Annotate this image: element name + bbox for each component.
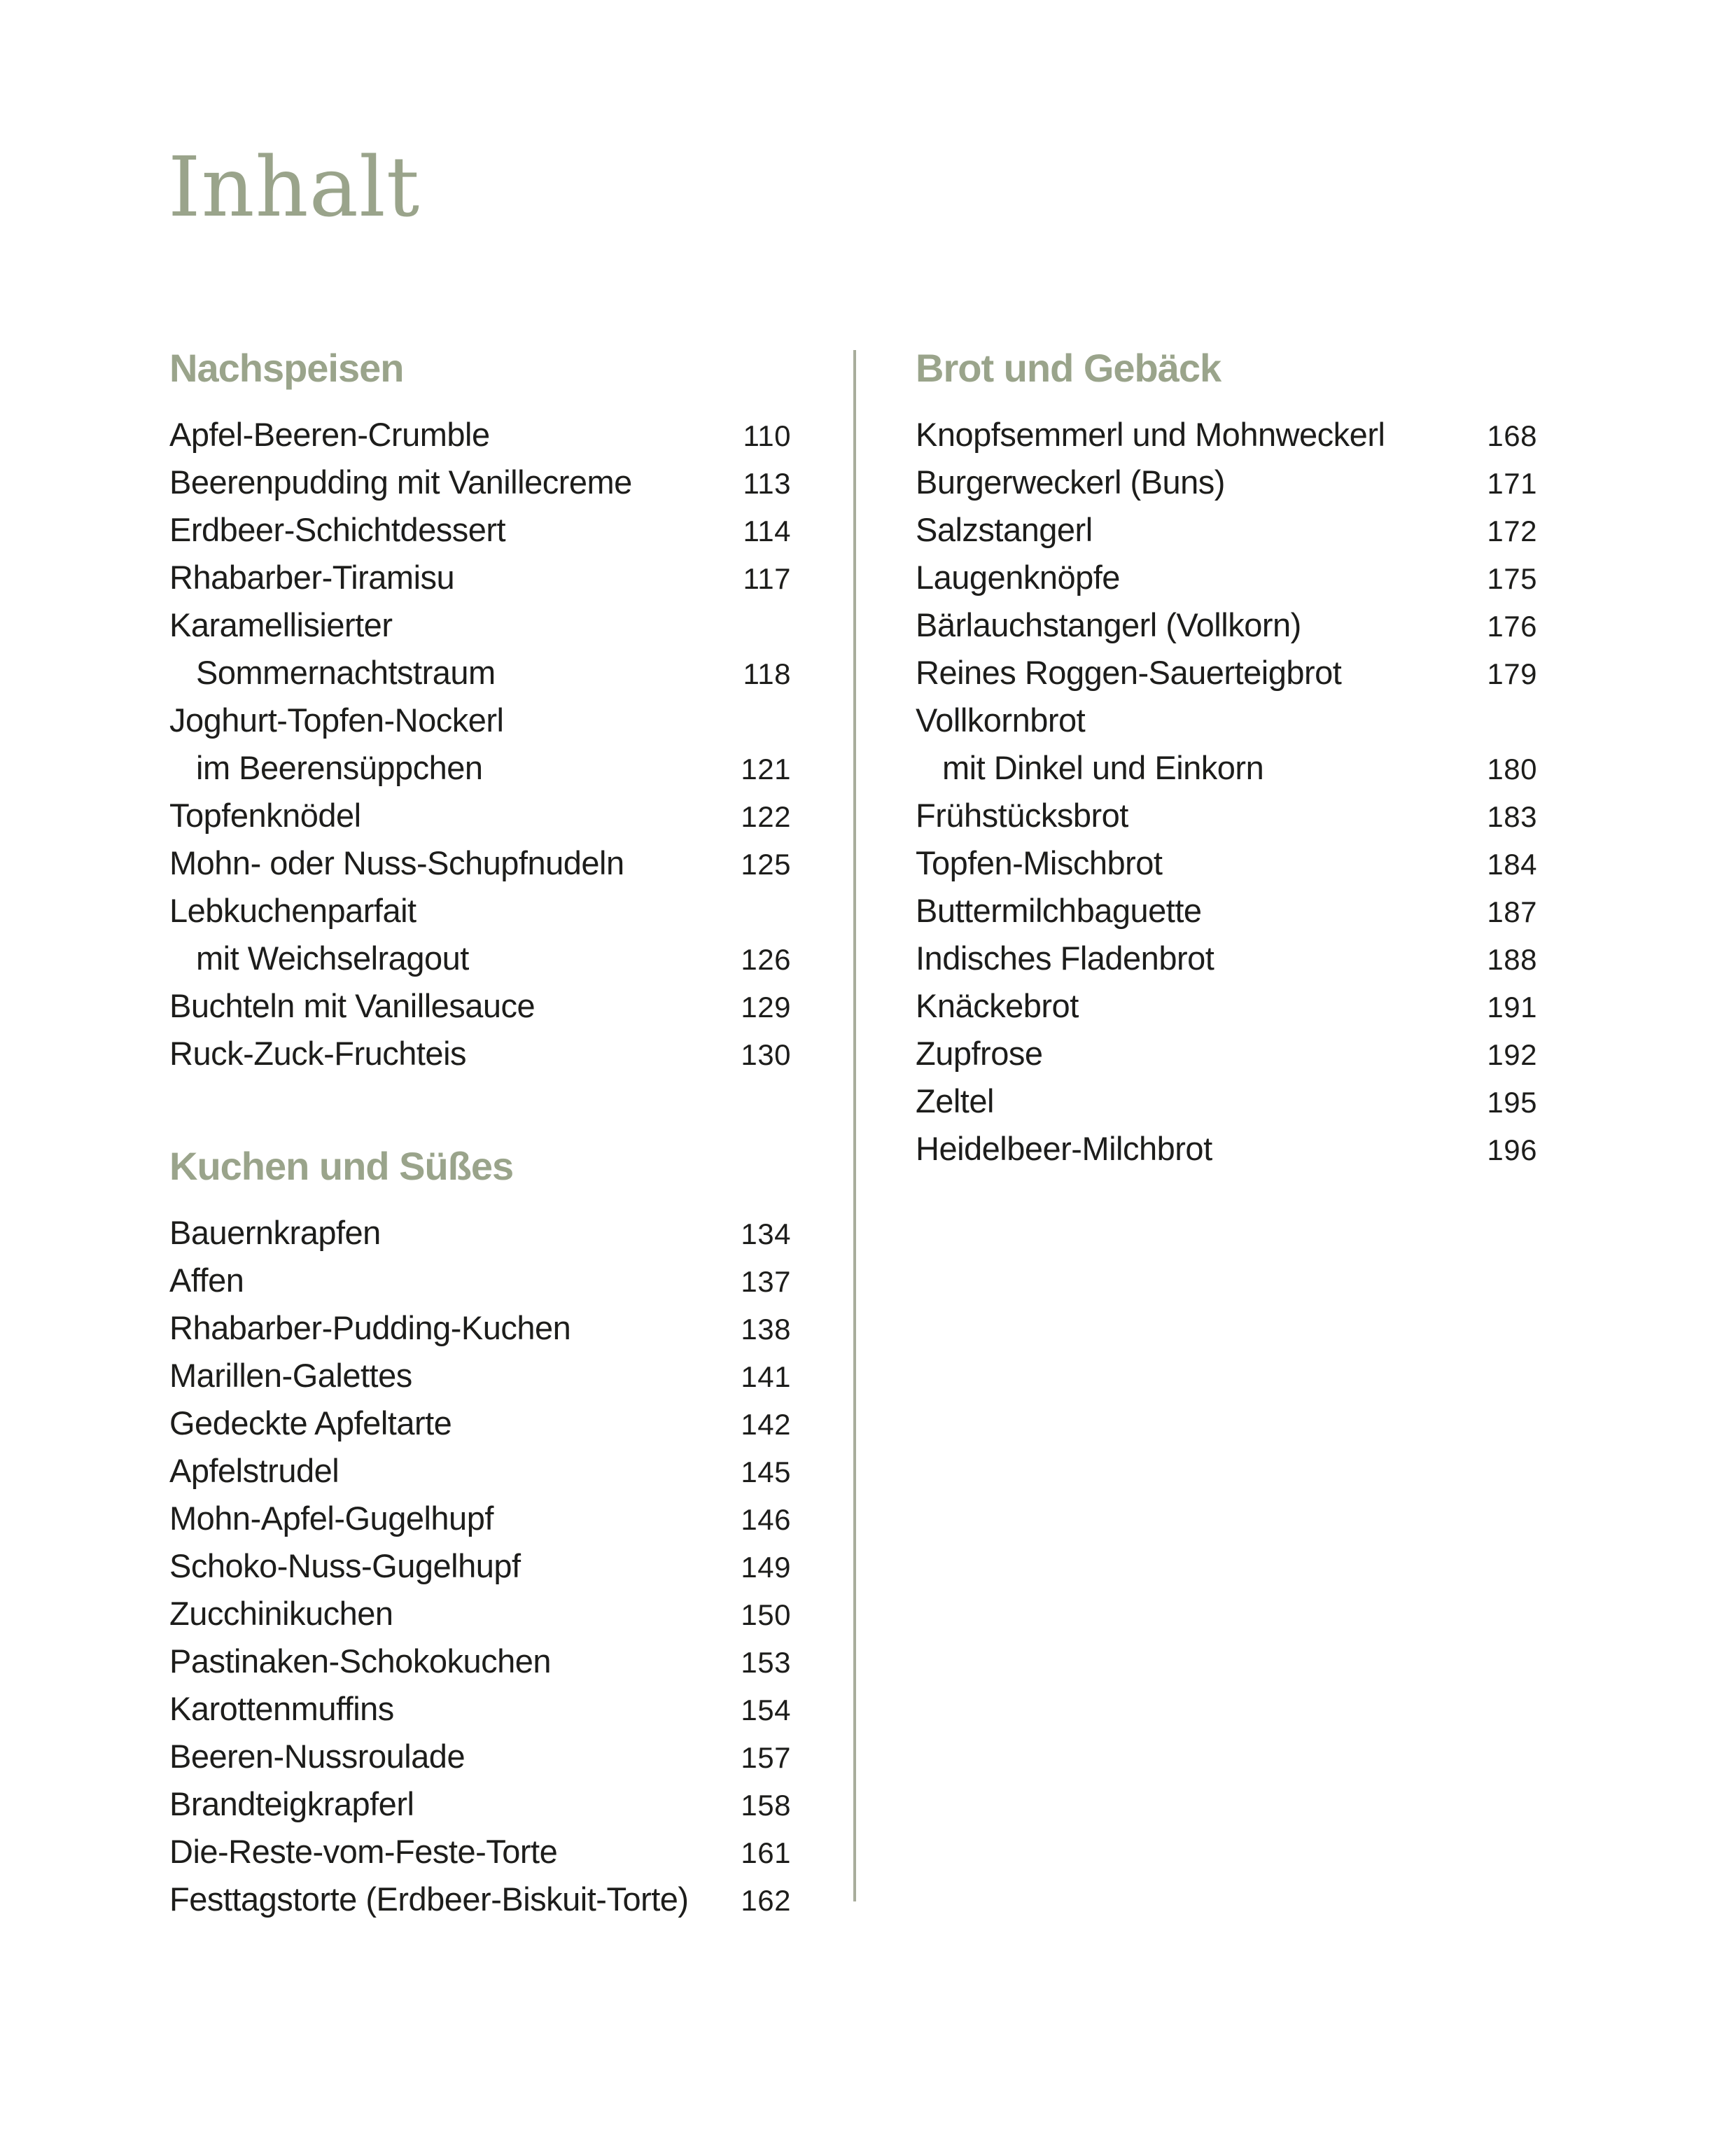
section-title-kuchen-und-suesses: Kuchen und Süßes	[169, 1144, 514, 1188]
toc-entry-title: Knäckebrot	[916, 987, 1079, 1024]
toc-entry	[169, 1352, 791, 1399]
toc-entry	[916, 792, 1537, 839]
toc-entry	[169, 1542, 791, 1590]
toc-entry	[916, 1125, 1537, 1173]
toc-entry-title: Buttermilchbaguette	[916, 892, 1202, 929]
toc-entry	[916, 744, 1537, 792]
toc-entry-title: Mohn-Apfel-Gugelhupf	[169, 1500, 493, 1537]
section-title-brot-und-gebaeck: Brot und Gebäck	[916, 346, 1222, 390]
toc-entry	[169, 1495, 791, 1542]
toc-entry-title: Marillen-Galettes	[169, 1357, 412, 1394]
toc-entry-page: 141	[741, 1360, 791, 1393]
toc-column-right	[916, 348, 1537, 1173]
section-kuchen-und-suesses	[169, 1146, 791, 1923]
toc-entry	[169, 1780, 791, 1828]
toc-entry	[169, 1399, 791, 1447]
toc-entry-page: 192	[1487, 1038, 1537, 1071]
toc-entry	[916, 839, 1537, 887]
toc-entry	[169, 1209, 791, 1257]
toc-entry-title: Vollkornbrot	[916, 701, 1086, 739]
toc-entry-title: Indisches Fladenbrot	[916, 940, 1214, 977]
toc-entry-page: 130	[741, 1038, 791, 1071]
toc-entry-page: 117	[743, 562, 791, 595]
toc-entry-title: Gedeckte Apfeltarte	[169, 1404, 452, 1442]
toc-entry-title: Festtagstorte (Erdbeer-Biskuit-Torte)	[169, 1880, 689, 1918]
toc-entry-title: Ruck-Zuck-Fruchteis	[169, 1035, 467, 1072]
toc-entry-page: 114	[743, 515, 791, 547]
toc-entry	[169, 506, 791, 554]
column-divider	[853, 350, 856, 1901]
toc-entry-page: 157	[741, 1741, 791, 1774]
toc-entry	[169, 459, 791, 506]
toc-entry-page: 138	[741, 1313, 791, 1346]
toc-entry-title: Topfenknödel	[169, 797, 361, 834]
toc-entry	[169, 697, 791, 744]
toc-entry-page: 137	[741, 1265, 791, 1298]
toc-entry-page: 171	[1487, 467, 1537, 500]
toc-entry	[169, 935, 791, 982]
toc-entry-page: 158	[741, 1789, 791, 1822]
toc-entry-title: Bärlauchstangerl (Vollkorn)	[916, 606, 1301, 643]
toc-entry	[169, 887, 791, 935]
toc-column-left	[169, 348, 791, 1923]
toc-entry	[169, 1304, 791, 1352]
toc-entry	[169, 1447, 791, 1495]
toc-entry-page: 176	[1487, 610, 1537, 643]
toc-entry-title: Burgerweckerl (Buns)	[916, 463, 1225, 501]
toc-entry-page: 146	[741, 1503, 791, 1536]
toc-entry-title: Sommernachtstraum	[196, 654, 496, 691]
toc-entry-page: 196	[1487, 1133, 1537, 1166]
toc-entry	[916, 649, 1537, 697]
toc-entry-title: Karamellisierter	[169, 606, 393, 643]
toc-entry-title: Erdbeer-Schichtdessert	[169, 511, 506, 548]
toc-entry-page: 187	[1487, 895, 1537, 928]
toc-entry-title: Bauernkrapfen	[169, 1214, 381, 1251]
toc-entry-title: Lebkuchenparfait	[169, 892, 416, 929]
toc-entry	[916, 554, 1537, 601]
section-title-nachspeisen: Nachspeisen	[169, 346, 404, 390]
toc-entry-page: 134	[741, 1217, 791, 1250]
toc-entry-page: 121	[741, 753, 791, 786]
toc-entry-page: 179	[1487, 657, 1537, 690]
toc-entry-page: 180	[1487, 753, 1537, 786]
toc-entry-title: Reines Roggen-Sauerteigbrot	[916, 654, 1342, 691]
toc-entry-title: Beerenpudding mit Vanillecreme	[169, 463, 632, 501]
toc-entry-page: 149	[741, 1551, 791, 1584]
toc-entry	[169, 982, 791, 1030]
toc-entry-title: mit Dinkel und Einkorn	[942, 749, 1264, 786]
toc-entry-page: 153	[741, 1646, 791, 1679]
toc-entry-title: Pastinaken-Schokokuchen	[169, 1642, 552, 1680]
toc-entry	[169, 1257, 791, 1304]
toc-entry	[169, 792, 791, 839]
section-brot-und-gebaeck	[916, 348, 1537, 1173]
toc-entry-title: Apfel-Beeren-Crumble	[169, 416, 490, 453]
toc-entry	[916, 697, 1537, 744]
toc-entry-page: 184	[1487, 848, 1537, 881]
toc-entry-title: Laugenknöpfe	[916, 559, 1120, 596]
toc-entry-title: Frühstücksbrot	[916, 797, 1128, 834]
toc-entry-page: 183	[1487, 800, 1537, 833]
toc-entry-title: Topfen-Mischbrot	[916, 844, 1163, 881]
toc-entry-title: Rhabarber-Pudding-Kuchen	[169, 1309, 571, 1346]
toc-entry-title: Heidelbeer-Milchbrot	[916, 1130, 1212, 1167]
toc-entry-title: Beeren-Nussroulade	[169, 1738, 465, 1775]
toc-entry-title: Mohn- oder Nuss-Schupfnudeln	[169, 844, 624, 881]
toc-entry-page: 113	[743, 467, 791, 500]
toc-entry-title: Buchteln mit Vanillesauce	[169, 987, 536, 1024]
toc-entry-title: Karottenmuffins	[169, 1690, 394, 1727]
section-nachspeisen	[169, 348, 791, 1077]
toc-entry-title: Zupfrose	[916, 1035, 1043, 1072]
toc-entry-page: 175	[1487, 562, 1537, 595]
toc-entry	[169, 1876, 791, 1923]
toc-entry	[916, 1077, 1537, 1125]
toc-entry-title: Joghurt-Topfen-Nockerl	[169, 701, 504, 739]
toc-entry	[169, 1685, 791, 1733]
toc-entry-page: 129	[741, 991, 791, 1024]
toc-entry	[169, 1590, 791, 1638]
toc-entry-title: Apfelstrudel	[169, 1452, 340, 1489]
toc-entry	[169, 744, 791, 792]
toc-entry-page: 191	[1487, 991, 1537, 1024]
toc-entry-title: Salzstangerl	[916, 511, 1093, 548]
toc-entry-title: Rhabarber-Tiramisu	[169, 559, 455, 596]
page-title: Inhalt	[168, 139, 421, 235]
toc-entry-page: 126	[741, 943, 791, 976]
toc-entry	[169, 1638, 791, 1685]
toc-entry	[169, 1030, 791, 1077]
toc-entry	[916, 1030, 1537, 1077]
toc-entry-page: 161	[741, 1836, 791, 1869]
toc-entry-title: mit Weichselragout	[196, 940, 469, 977]
toc-entry-page: 172	[1487, 515, 1537, 547]
toc-entry-title: Knopfsemmerl und Mohnweckerl	[916, 416, 1385, 453]
toc-entry-page: 168	[1487, 419, 1537, 452]
toc-entry-page: 110	[743, 419, 791, 452]
toc-entry	[169, 649, 791, 697]
toc-entry-title: Zucchinikuchen	[169, 1595, 393, 1632]
toc-entry-page: 150	[741, 1598, 791, 1631]
toc-entry-title: Brandteigkrapferl	[169, 1785, 414, 1822]
toc-entry	[169, 601, 791, 649]
toc-entry	[916, 459, 1537, 506]
toc-entry	[916, 887, 1537, 935]
toc-entry-title: Die-Reste-vom-Feste-Torte	[169, 1833, 558, 1870]
toc-entry-title: Affen	[169, 1262, 244, 1299]
toc-entry	[916, 982, 1537, 1030]
toc-entry-page: 154	[741, 1694, 791, 1726]
toc-entry	[916, 411, 1537, 459]
toc-entry-page: 145	[741, 1456, 791, 1488]
toc-entry	[169, 1733, 791, 1780]
toc-entry-page: 195	[1487, 1086, 1537, 1119]
toc-entry-page: 122	[741, 800, 791, 833]
toc-entry	[169, 839, 791, 887]
toc-entry-page: 188	[1487, 943, 1537, 976]
toc-entry-title: im Beerensüppchen	[196, 749, 483, 786]
toc-entry-title: Zeltel	[916, 1082, 994, 1119]
toc-entry-title: Schoko-Nuss-Gugelhupf	[169, 1547, 521, 1584]
toc-entry-page: 162	[741, 1884, 791, 1917]
toc-entry	[169, 1828, 791, 1876]
toc-entry-page: 125	[741, 848, 791, 881]
toc-entry	[916, 601, 1537, 649]
toc-entry	[916, 935, 1537, 982]
toc-entry	[169, 411, 791, 459]
toc-entry-page: 142	[741, 1408, 791, 1441]
toc-entry-page: 118	[743, 657, 791, 690]
toc-entry	[916, 506, 1537, 554]
toc-entry	[169, 554, 791, 601]
